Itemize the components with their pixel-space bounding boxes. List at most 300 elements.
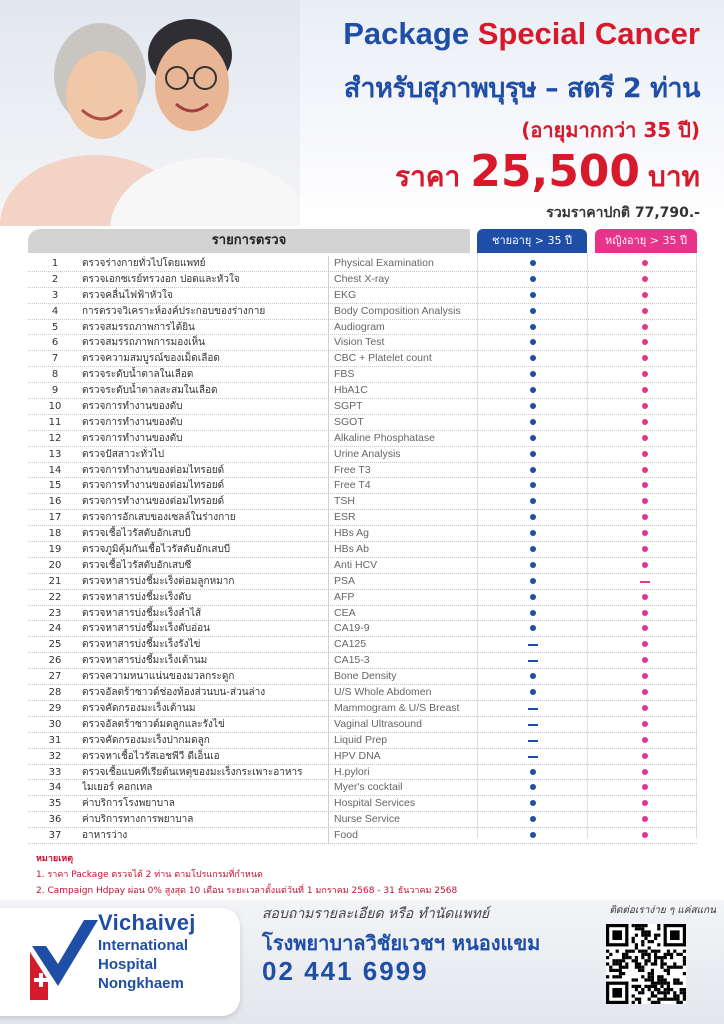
row-item-english: H.pylori bbox=[328, 765, 482, 780]
row-item-english: Hospital Services bbox=[328, 796, 482, 811]
included-male-cell bbox=[524, 256, 544, 271]
included-male-cell bbox=[524, 399, 544, 414]
row-item-thai: ตรวจหาสารบ่งชี้มะเร็งตับ bbox=[82, 591, 192, 603]
row-number: 5 bbox=[51, 321, 59, 333]
hospital-name: โรงพยาบาลวิชัยเวชฯ หนองแขม bbox=[262, 931, 541, 955]
row-number: 9 bbox=[51, 385, 59, 397]
row-item-english: U/S Whole Abdomen bbox=[328, 685, 482, 700]
row-number: 8 bbox=[51, 369, 59, 381]
row-item-english: SGOT bbox=[328, 415, 482, 430]
included-dot-icon bbox=[642, 625, 648, 631]
included-dot-icon bbox=[530, 371, 536, 377]
included-female-cell bbox=[636, 828, 656, 843]
notes bbox=[36, 851, 457, 899]
included-female-cell bbox=[636, 288, 656, 303]
row-item-english: Physical Examination bbox=[328, 256, 482, 271]
row-item-english: Audiogram bbox=[328, 320, 482, 335]
table-row bbox=[28, 526, 697, 542]
row-item-thai: ค่าบริการทางการพยาบาล bbox=[82, 814, 194, 826]
row-number: 23 bbox=[48, 607, 62, 619]
row-item-english: HbA1C bbox=[328, 383, 482, 398]
table-row bbox=[28, 812, 697, 828]
included-female-cell bbox=[636, 653, 656, 668]
logo-line-1: Vichaivej bbox=[98, 910, 196, 935]
included-female-cell bbox=[636, 637, 656, 652]
row-item-thai: ตรวจการทำงานของต่อมไทรอยด์ bbox=[82, 496, 225, 508]
table-row bbox=[28, 431, 697, 447]
row-item-english: Food bbox=[328, 828, 482, 843]
row-item-thai: ตรวจคัดกรองมะเร็งปากมดลูก bbox=[82, 734, 210, 746]
contact-prompt: สอบถามรายละเอียด หรือ ทำนัดแพทย์ bbox=[262, 906, 490, 922]
qr-label: ติดต่อเราง่าย ๆ แค่สแกน bbox=[609, 905, 716, 916]
row-item-thai: ไมเยอร์ คอกเทล bbox=[82, 782, 153, 794]
row-number: 36 bbox=[48, 814, 62, 826]
included-male-cell bbox=[524, 558, 544, 573]
note-item: 2. Campaign Hdpay ผ่อน 0% สูงสุด 10 เดือน ระยะเวลาตั้งแต่วันที่ 1 มกราคม 2568 - 31 ธันวาคม 2568 bbox=[36, 886, 458, 896]
row-item-thai: ตรวจคัดกรองมะเร็งเต้านม bbox=[82, 702, 196, 714]
included-dot-icon bbox=[642, 498, 648, 504]
included-dot-icon bbox=[642, 546, 648, 552]
included-male-cell bbox=[524, 653, 544, 668]
included-dot-icon bbox=[530, 276, 536, 282]
hospital-logo-text bbox=[98, 910, 196, 993]
logo-line-2: International bbox=[98, 937, 189, 954]
included-dot-icon bbox=[530, 403, 536, 409]
included-dot-icon bbox=[530, 578, 536, 584]
included-male-cell bbox=[524, 463, 544, 478]
included-male-cell bbox=[524, 304, 544, 319]
included-male-cell bbox=[524, 415, 544, 430]
row-item-thai: ตรวจคลื่นไฟฟ้าหัวใจ bbox=[82, 289, 173, 301]
included-male-cell bbox=[524, 494, 544, 509]
row-item-thai: ตรวจการทำงานของต่อมไทรอยด์ bbox=[82, 464, 225, 476]
included-dot-icon bbox=[530, 355, 536, 361]
included-dot-icon bbox=[642, 419, 648, 425]
included-male-cell bbox=[524, 828, 544, 843]
row-number: 2 bbox=[51, 273, 59, 285]
row-number: 25 bbox=[48, 639, 62, 651]
row-item-english: SGPT bbox=[328, 399, 482, 414]
table-row bbox=[28, 367, 697, 383]
included-dot-icon bbox=[642, 339, 648, 345]
included-dot-icon bbox=[642, 435, 648, 441]
included-male-cell bbox=[524, 288, 544, 303]
included-dot-icon bbox=[530, 816, 536, 822]
included-dot-icon bbox=[642, 324, 648, 330]
included-male-cell bbox=[524, 335, 544, 350]
table-row bbox=[28, 637, 697, 653]
included-dot-icon bbox=[642, 753, 648, 759]
included-dot-icon bbox=[642, 482, 648, 488]
table-row bbox=[28, 510, 697, 526]
normal-price: รวมราคาปกติ 77,790.- bbox=[546, 205, 700, 221]
not-included-dash-icon bbox=[528, 660, 538, 662]
included-dot-icon bbox=[530, 451, 536, 457]
row-number: 18 bbox=[48, 528, 62, 540]
included-female-cell bbox=[636, 447, 656, 462]
row-item-thai: ตรวจภูมิคุ้มกันเชื้อไวรัสตับอักเสบบี bbox=[82, 544, 231, 556]
row-number: 24 bbox=[48, 623, 62, 635]
row-number: 35 bbox=[48, 798, 62, 810]
included-male-cell bbox=[524, 733, 544, 748]
row-item-english: Bone Density bbox=[328, 669, 482, 684]
included-dot-icon bbox=[642, 769, 648, 775]
included-female-cell bbox=[636, 272, 656, 287]
included-male-cell bbox=[524, 749, 544, 764]
included-male-cell bbox=[524, 701, 544, 716]
included-dot-icon bbox=[642, 816, 648, 822]
included-dot-icon bbox=[530, 530, 536, 536]
included-female-cell bbox=[636, 606, 656, 621]
included-dot-icon bbox=[530, 260, 536, 266]
included-dot-icon bbox=[642, 721, 648, 727]
not-included-dash-icon bbox=[528, 740, 538, 742]
price bbox=[395, 146, 700, 199]
table-header-male: ชายอายุ > 35 ปี bbox=[477, 229, 587, 253]
included-male-cell bbox=[524, 320, 544, 335]
row-item-english: Nurse Service bbox=[328, 812, 482, 827]
table-row bbox=[28, 272, 697, 288]
included-dot-icon bbox=[530, 784, 536, 790]
table-row bbox=[28, 478, 697, 494]
row-item-thai: ตรวจอัลตร้าซาวด์ช่องท้องส่วนบน-ส่วนล่าง bbox=[82, 687, 266, 699]
not-included-dash-icon bbox=[528, 644, 538, 646]
row-item-english: HBs Ag bbox=[328, 526, 482, 541]
included-female-cell bbox=[636, 765, 656, 780]
table-row bbox=[28, 415, 697, 431]
included-female-cell bbox=[636, 590, 656, 605]
included-dot-icon bbox=[642, 562, 648, 568]
row-number: 6 bbox=[51, 337, 59, 349]
row-item-thai: ตรวจสมรรถภาพการได้ยิน bbox=[82, 321, 195, 333]
row-item-english: CA19-9 bbox=[328, 621, 482, 636]
row-item-english: HBs Ab bbox=[328, 542, 482, 557]
row-item-english: Anti HCV bbox=[328, 558, 482, 573]
included-female-cell bbox=[636, 335, 656, 350]
row-number: 11 bbox=[48, 416, 62, 428]
included-dot-icon bbox=[642, 276, 648, 282]
row-item-thai: ตรวจหาสารบ่งชี้มะเร็งต่อมลูกหมาก bbox=[82, 575, 235, 587]
included-dot-icon bbox=[530, 339, 536, 345]
row-item-english: Free T3 bbox=[328, 463, 482, 478]
row-item-english: Urine Analysis bbox=[328, 447, 482, 462]
included-male-cell bbox=[524, 542, 544, 557]
table-row bbox=[28, 256, 697, 272]
row-item-thai: ตรวจสมรรถภาพการมองเห็น bbox=[82, 337, 205, 349]
included-dot-icon bbox=[530, 689, 536, 695]
included-female-cell bbox=[636, 431, 656, 446]
row-number: 28 bbox=[48, 687, 62, 699]
table-row bbox=[28, 828, 697, 844]
row-item-thai: ตรวจการทำงานของตับ bbox=[82, 401, 183, 413]
couple-photo bbox=[0, 0, 300, 226]
row-item-thai: ตรวจการทำงานของต่อมไทรอยด์ bbox=[82, 480, 225, 492]
row-item-thai: ตรวจระดับน้ำตาลสะสมในเลือด bbox=[82, 385, 218, 397]
row-number: 4 bbox=[51, 305, 59, 317]
included-male-cell bbox=[524, 590, 544, 605]
age-condition: (อายุมากกว่า 35 ปี) bbox=[521, 118, 700, 142]
table-row bbox=[28, 653, 697, 669]
included-female-cell bbox=[636, 463, 656, 478]
table-row bbox=[28, 304, 697, 320]
included-dot-icon bbox=[642, 594, 648, 600]
row-item-thai: ตรวจการทำงานของตับ bbox=[82, 416, 183, 428]
included-female-cell bbox=[636, 256, 656, 271]
included-male-cell bbox=[524, 717, 544, 732]
included-dot-icon bbox=[530, 482, 536, 488]
included-female-cell bbox=[636, 749, 656, 764]
included-female-cell bbox=[636, 717, 656, 732]
table-row bbox=[28, 447, 697, 463]
included-dot-icon bbox=[642, 403, 648, 409]
included-dot-icon bbox=[642, 737, 648, 743]
row-number: 12 bbox=[48, 432, 62, 444]
included-dot-icon bbox=[642, 308, 648, 314]
row-item-thai: ตรวจหาสารบ่งชี้มะเร็งรังไข่ bbox=[82, 639, 201, 651]
row-item-thai: ตรวจหาสารบ่งชี้มะเร็งลำไส้ bbox=[82, 607, 202, 619]
table-row bbox=[28, 733, 697, 749]
included-female-cell bbox=[636, 558, 656, 573]
notes-heading: หมายเหตุ bbox=[36, 854, 74, 864]
included-dot-icon bbox=[530, 387, 536, 393]
row-number: 15 bbox=[48, 480, 62, 492]
row-number: 22 bbox=[48, 591, 62, 603]
price-unit: บาท bbox=[648, 160, 700, 193]
row-item-thai: ตรวจเชื้อแบคทีเรียต้นเหตุของมะเร็งกระเพาะอาหาร bbox=[82, 766, 303, 778]
row-item-english: Mammogram & U/S Breast bbox=[328, 701, 482, 716]
row-item-english: CA125 bbox=[328, 637, 482, 652]
row-item-thai: ตรวจหาสารบ่งชี้มะเร็งเต้านม bbox=[82, 655, 208, 667]
included-male-cell bbox=[524, 780, 544, 795]
included-dot-icon bbox=[530, 832, 536, 838]
table-row bbox=[28, 701, 697, 717]
table-row bbox=[28, 542, 697, 558]
included-dot-icon bbox=[530, 562, 536, 568]
included-dot-icon bbox=[530, 625, 536, 631]
included-male-cell bbox=[524, 510, 544, 525]
qr-code-icon[interactable] bbox=[606, 924, 686, 1004]
included-female-cell bbox=[636, 320, 656, 335]
row-item-thai: ตรวจหาสารบ่งชี้มะเร็งตับอ่อน bbox=[82, 623, 210, 635]
table-row bbox=[28, 717, 697, 733]
included-dot-icon bbox=[642, 800, 648, 806]
included-female-cell bbox=[636, 812, 656, 827]
row-item-english: ESR bbox=[328, 510, 482, 525]
included-dot-icon bbox=[530, 514, 536, 520]
row-item-thai: ตรวจอัลตร้าซาวด์มดลูกและรังไข่ bbox=[82, 718, 225, 730]
included-dot-icon bbox=[642, 355, 648, 361]
included-dot-icon bbox=[530, 769, 536, 775]
hospital-logo-icon bbox=[28, 916, 102, 1000]
header-banner bbox=[0, 0, 724, 226]
row-item-english: Vision Test bbox=[328, 335, 482, 350]
not-included-dash-icon bbox=[528, 756, 538, 758]
included-male-cell bbox=[524, 621, 544, 636]
row-item-english: Alkaline Phosphatase bbox=[328, 431, 482, 446]
not-included-dash-icon bbox=[640, 581, 650, 583]
row-item-thai: ตรวจความหนาแน่นของมวลกระดูก bbox=[82, 671, 235, 683]
included-male-cell bbox=[524, 685, 544, 700]
title-english bbox=[343, 16, 700, 52]
included-male-cell bbox=[524, 272, 544, 287]
included-female-cell bbox=[636, 510, 656, 525]
row-number: 37 bbox=[48, 830, 62, 842]
row-item-english: AFP bbox=[328, 590, 482, 605]
included-male-cell bbox=[524, 812, 544, 827]
included-male-cell bbox=[524, 367, 544, 382]
table-row bbox=[28, 399, 697, 415]
row-item-thai: อาหารว่าง bbox=[82, 830, 128, 842]
included-dot-icon bbox=[530, 292, 536, 298]
row-item-english: Vaginal Ultrasound bbox=[328, 717, 482, 732]
included-dot-icon bbox=[530, 308, 536, 314]
row-item-thai: ตรวจการอักเสบของเซลล์ในร่างกาย bbox=[82, 512, 236, 524]
table-header-items: รายการตรวจ bbox=[28, 229, 470, 253]
row-number: 31 bbox=[48, 734, 62, 746]
row-number: 1 bbox=[51, 258, 59, 269]
included-dot-icon bbox=[642, 514, 648, 520]
row-item-english: PSA bbox=[328, 574, 482, 589]
included-female-cell bbox=[636, 669, 656, 684]
included-dot-icon bbox=[642, 451, 648, 457]
table-row bbox=[28, 685, 697, 701]
included-dot-icon bbox=[642, 387, 648, 393]
included-female-cell bbox=[636, 399, 656, 414]
row-item-english: Liquid Prep bbox=[328, 733, 482, 748]
row-item-thai: ตรวจการทำงานของตับ bbox=[82, 432, 183, 444]
note-item: 1. ราคา Package ตรวจได้ 2 ท่าน ตามโปรแกรมที่กำหนด bbox=[36, 870, 263, 880]
row-item-english: FBS bbox=[328, 367, 482, 382]
included-female-cell bbox=[636, 304, 656, 319]
included-female-cell bbox=[636, 415, 656, 430]
row-item-english: Chest X-ray bbox=[328, 272, 482, 287]
included-male-cell bbox=[524, 669, 544, 684]
row-item-thai: ตรวจปัสสาวะทั่วไป bbox=[82, 448, 165, 460]
row-item-english: EKG bbox=[328, 288, 482, 303]
included-dot-icon bbox=[642, 610, 648, 616]
not-included-dash-icon bbox=[528, 724, 538, 726]
included-male-cell bbox=[524, 796, 544, 811]
row-number: 32 bbox=[48, 750, 62, 762]
title-package: Package bbox=[343, 16, 470, 51]
row-number: 29 bbox=[48, 702, 62, 714]
included-female-cell bbox=[636, 733, 656, 748]
table-row bbox=[28, 335, 697, 351]
included-male-cell bbox=[524, 383, 544, 398]
row-number: 34 bbox=[48, 782, 62, 794]
included-dot-icon bbox=[642, 657, 648, 663]
included-dot-icon bbox=[642, 832, 648, 838]
not-included-dash-icon bbox=[528, 708, 538, 710]
logo-line-3: Hospital bbox=[98, 956, 158, 973]
table-row bbox=[28, 621, 697, 637]
included-male-cell bbox=[524, 447, 544, 462]
included-female-cell bbox=[636, 796, 656, 811]
included-female-cell bbox=[636, 574, 656, 589]
included-dot-icon bbox=[642, 530, 648, 536]
included-male-cell bbox=[524, 478, 544, 493]
price-value: 25,500 bbox=[470, 146, 641, 197]
table-row bbox=[28, 590, 697, 606]
title-thai: สำหรับสุภาพบุรุษ – สตรี 2 ท่าน bbox=[343, 73, 700, 104]
row-number: 30 bbox=[48, 718, 62, 730]
included-dot-icon bbox=[530, 498, 536, 504]
included-dot-icon bbox=[530, 800, 536, 806]
table-row bbox=[28, 669, 697, 685]
included-dot-icon bbox=[530, 435, 536, 441]
row-number: 10 bbox=[48, 401, 62, 413]
included-female-cell bbox=[636, 542, 656, 557]
included-dot-icon bbox=[642, 371, 648, 377]
included-female-cell bbox=[636, 351, 656, 366]
included-dot-icon bbox=[530, 673, 536, 679]
included-female-cell bbox=[636, 685, 656, 700]
row-number: 26 bbox=[48, 655, 62, 667]
row-item-english: CA15-3 bbox=[328, 653, 482, 668]
row-number: 14 bbox=[48, 464, 62, 476]
row-number: 7 bbox=[51, 353, 59, 365]
phone-number[interactable]: 02 441 6999 bbox=[262, 956, 429, 986]
row-number: 27 bbox=[48, 671, 62, 683]
row-number: 16 bbox=[48, 496, 62, 508]
row-item-thai: ค่าบริการโรงพยาบาล bbox=[82, 798, 175, 810]
included-male-cell bbox=[524, 431, 544, 446]
included-female-cell bbox=[636, 621, 656, 636]
row-item-english: HPV DNA bbox=[328, 749, 482, 764]
included-dot-icon bbox=[530, 419, 536, 425]
table-row bbox=[28, 749, 697, 765]
row-number: 3 bbox=[51, 289, 59, 301]
row-item-thai: ตรวจเอกซเรย์ทรวงอก ปอดและหัวใจ bbox=[82, 273, 240, 285]
table-row bbox=[28, 494, 697, 510]
row-item-thai: ตรวจเชื้อไวรัสตับอักเสบบี bbox=[82, 528, 191, 540]
included-dot-icon bbox=[642, 689, 648, 695]
table-row bbox=[28, 780, 697, 796]
included-dot-icon bbox=[642, 673, 648, 679]
table-row bbox=[28, 320, 697, 336]
included-dot-icon bbox=[642, 292, 648, 298]
row-number: 21 bbox=[48, 575, 62, 587]
row-item-english: Myer's cocktail bbox=[328, 780, 482, 795]
included-dot-icon bbox=[530, 467, 536, 473]
row-item-thai: ตรวจหาเชื้อไวรัสเอชพีวี ดีเอ็นเอ bbox=[82, 750, 220, 762]
row-number: 19 bbox=[48, 544, 62, 556]
row-item-english: Body Composition Analysis bbox=[328, 304, 482, 319]
included-male-cell bbox=[524, 351, 544, 366]
table-row bbox=[28, 606, 697, 622]
row-item-english: CEA bbox=[328, 606, 482, 621]
table-row bbox=[28, 288, 697, 304]
table-row bbox=[28, 351, 697, 367]
included-male-cell bbox=[524, 526, 544, 541]
included-dot-icon bbox=[530, 324, 536, 330]
checkup-table bbox=[28, 256, 697, 844]
row-item-english: Free T4 bbox=[328, 478, 482, 493]
included-dot-icon bbox=[530, 546, 536, 552]
table-row bbox=[28, 765, 697, 781]
included-dot-icon bbox=[642, 467, 648, 473]
row-number: 20 bbox=[48, 559, 62, 571]
included-male-cell bbox=[524, 606, 544, 621]
table-row bbox=[28, 383, 697, 399]
included-dot-icon bbox=[530, 610, 536, 616]
included-male-cell bbox=[524, 574, 544, 589]
row-number: 33 bbox=[48, 766, 62, 778]
row-item-thai: ตรวจร่างกายทั่วไปโดยแพทย์ bbox=[82, 258, 206, 269]
included-female-cell bbox=[636, 780, 656, 795]
included-dot-icon bbox=[642, 260, 648, 266]
row-item-english: CBC + Platelet count bbox=[328, 351, 482, 366]
